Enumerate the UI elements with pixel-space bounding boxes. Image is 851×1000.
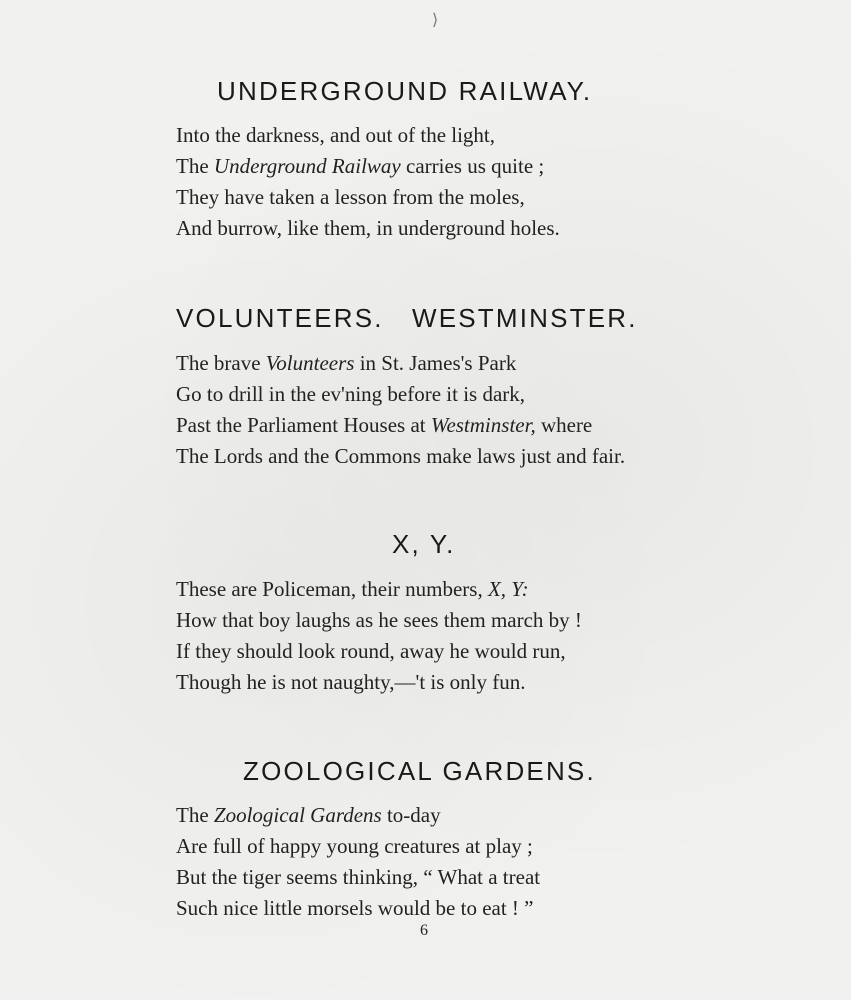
verse-line: The Lords and the Commons make laws just and fair. [176, 444, 626, 468]
verse-line: Into the darkness, and out of the light, [176, 123, 496, 147]
section-title-zoological-gardens: ZOOLOGICAL GARDENS. [243, 756, 596, 786]
verse-x-y [176, 574, 582, 698]
verse-line: These are Policeman, their numbers, X, Y: [176, 577, 529, 601]
verse-line: Such nice little morsels would be to eat ! ” [176, 896, 534, 920]
verse-line: Go to drill in the ev'ning before it is dark, [176, 382, 526, 406]
ink-speck: ⟩ [432, 12, 439, 29]
verse-line: How that boy laughs as he sees them march by ! [176, 608, 582, 632]
page-number: 6 [420, 922, 428, 939]
section-title-x-y: X, Y. [392, 529, 456, 559]
verse-line: The brave Volunteers in St. James's Park [176, 351, 517, 375]
verse-line: The Zoological Gardens to-day [176, 803, 441, 827]
verse-line: Though he is not naughty,—'t is only fun. [176, 670, 526, 694]
verse-line: They have taken a lesson from the moles, [176, 185, 525, 209]
verse-line: Past the Parliament Houses at Westminster, where [176, 413, 593, 437]
verse-underground-railway [176, 120, 560, 244]
verse-volunteers-westminster [176, 348, 625, 472]
verse-line: The Underground Railway carries us quite ; [176, 154, 545, 178]
verse-line: If they should look round, away he would run, [176, 639, 566, 663]
verse-zoological-gardens [176, 800, 540, 924]
verse-line: But the tiger seems thinking, “ What a treat [176, 865, 541, 889]
verse-line: And burrow, like them, in underground holes. [176, 216, 560, 240]
section-title-volunteers-westminster: VOLUNTEERS. WESTMINSTER. [176, 303, 638, 333]
verse-line: Are full of happy young creatures at play ; [176, 834, 533, 858]
section-title-underground-railway: UNDERGROUND RAILWAY. [217, 76, 593, 106]
